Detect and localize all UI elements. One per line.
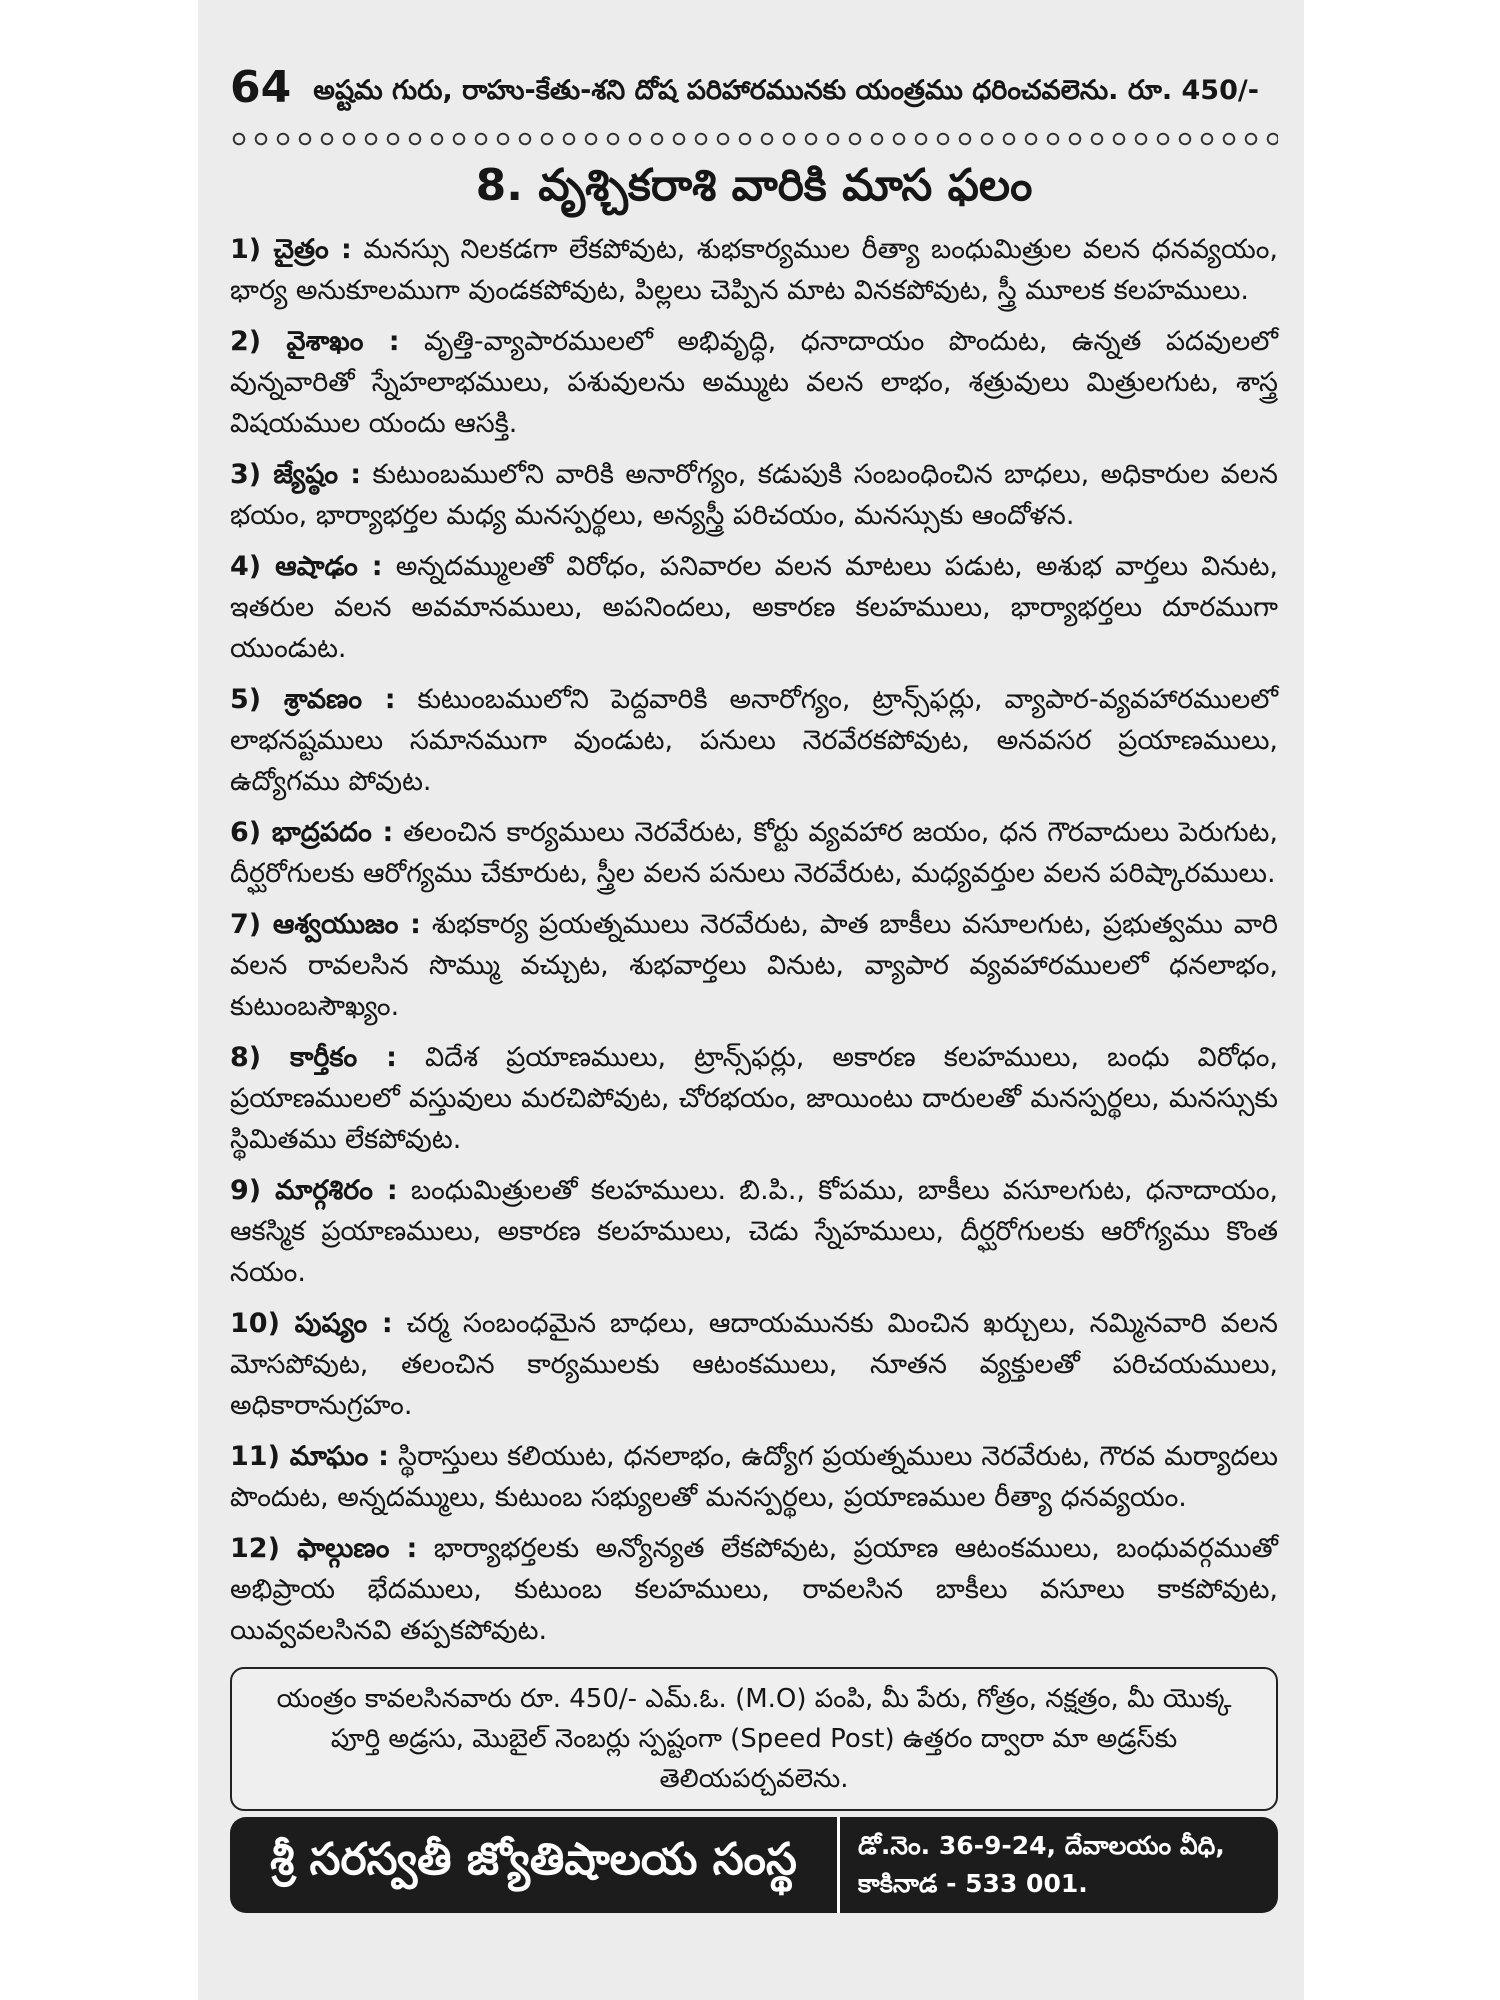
page-number: 64: [230, 62, 292, 113]
publisher-address: [840, 1817, 1278, 1913]
month-text: విదేశ ప్రయాణములు, ట్రాన్స్‌ఫర్లు, అకారణ కలహములు, బంధు విరోధం, ప్రయాణములలో వస్తువులు మరచిపోవుట, చోరభయం, జాయింటు దారులతో మనస్పర్థలు, మనస్సుకు స్థిమితము లేకపోవుట.: [230, 1041, 1278, 1155]
section-title: 8. వృశ్చికరాశి వారికి మాస ఫలం: [475, 160, 1033, 211]
month-entry-ashadham: [230, 546, 1278, 669]
publisher-name: శ్రీ సరస్వతీ జ్యోతిషాలయ సంస్థ: [230, 1817, 840, 1913]
month-entry-phalgunam: [230, 1528, 1278, 1651]
month-label: 6) భాద్రపదం :: [230, 816, 394, 848]
month-text: చర్మ సంబంధమైన బాధలు, ఆదాయమునకు మించిన ఖర్చులు, నమ్మినవారి వలన మోసపోవుట, తలంచిన కార్యములకు ఆటంకములు, నూతన వ్యక్తులతో పరిచయములు, అధికారానుగ్రహం.: [230, 1307, 1278, 1421]
month-text: అన్నదమ్ములతో విరోధం, పనివారల వలన మాటలు పడుట, అశుభ వార్తలు వినుట, ఇతరుల వలన అవమానములు, అపనిందలు, అకారణ కలహములు, భార్యాభర్తలు దూరముగా యుండుట.: [230, 550, 1278, 664]
month-label: 5) శ్రావణం :: [230, 683, 396, 715]
month-label: 9) మార్గశిరం :: [230, 1174, 398, 1206]
month-label: 11) మాఘం :: [230, 1440, 389, 1472]
book-page: [198, 0, 1304, 2000]
publisher-footer: [230, 1817, 1278, 1913]
month-entry-chaitram: [230, 229, 1278, 311]
month-entry-shravanam: [230, 679, 1278, 802]
month-label: 10) పుష్యం :: [230, 1307, 393, 1339]
month-label: 4) ఆషాఢం :: [230, 550, 383, 582]
month-entry-margashiram: [230, 1170, 1278, 1293]
month-text: మనస్సు నిలకడగా లేకపోవుట, శుభకార్యముల రీత్యా బంధుమిత్రుల వలన ధనవ్యయం, భార్య అనుకూలముగా వుండకపోవుట, పిల్లలు చెప్పిన మాట వినకపోవుట, స్త్రీ మూలక కలహములు.: [230, 233, 1278, 306]
month-label: 1) చైత్రం :: [230, 233, 352, 265]
month-label: 8) కార్తీకం :: [230, 1041, 397, 1073]
month-text: కుటుంబములోని పెద్దవారికి అనారోగ్యం, ట్రాన్స్‌ఫర్లు, వ్యాపార-వ్యవహారములలో లాభనష్టములు సమానముగా వుండుట, పనులు నెరవేరకపోవుట, అనవసర ప్రయాణములు, ఉద్యోగము పోవుట.: [230, 683, 1278, 797]
month-text: వృత్తి-వ్యాపారములలో అభివృద్ధి, ధనాదాయం పొందుట, ఉన్నత పదవులలో వున్నవారితో స్నేహలాభములు, పశువులను అమ్ముట వలన లాభం, శత్రువులు మిత్రులగుట, శాస్త్ర విషయముల యందు ఆసక్తి.: [230, 325, 1278, 439]
address-line-2: కాకినాడ - 533 001.: [858, 1868, 1088, 1898]
month-text: బంధుమిత్రులతో కలహములు. బి.పి., కోపము, బాకీలు వసూలగుట, ధనాదాయం, ఆకస్మిక ప్రయాణములు, అకారణ కలహములు, చెడు స్నేహములు, దీర్ఘరోగులకు ఆరోగ్యము కొంత నయం.: [230, 1174, 1278, 1288]
ornamental-divider: [230, 130, 1278, 148]
month-text: భార్యాభర్తలకు అన్యోన్యత లేకపోవుట, ప్రయాణ ఆటంకములు, బంధువర్గముతో అభిప్రాయ భేదములు, కుటుంబ కలహములు, రావలసిన బాకీలు వసూలు కాకపోవుట, యివ్వవలసినవి తప్పకపోవుట.: [230, 1532, 1279, 1646]
page-header: [230, 38, 1278, 113]
month-entry-bhadrapadam: [230, 812, 1278, 894]
month-entry-jyeshtam: [230, 454, 1278, 536]
month-text: శుభకార్య ప్రయత్నములు నెరవేరుట, పాత బాకీలు వసూలగుట, ప్రభుత్వము వారి వలన రావలసిన సొమ్ము వచ్చుట, శుభవార్తలు వినుట, వ్యాపార వ్యవహారములలో ధనలాభం, కుటుంబసౌఖ్యం.: [230, 908, 1278, 1022]
month-entry-magham: [230, 1436, 1278, 1518]
month-text: స్థిరాస్తులు కలియుట, ధనలాభం, ఉద్యోగ ప్రయత్నములు నెరవేరుట, గౌరవ మర్యాదలు పొందుట, అన్నదమ్ములు, కుటుంబ సభ్యులతో మనస్పర్థలు, ప్రయాణముల రీత్యా ధనవ్యయం.: [230, 1440, 1278, 1513]
month-label: 7) ఆశ్వయుజం :: [230, 908, 421, 940]
address-line-1: డో.నెం. 36-9-24, దేవాలయం వీధి,: [858, 1830, 1225, 1860]
month-entry-ashwayujam: [230, 904, 1278, 1027]
month-label: 2) వైశాఖం :: [230, 325, 400, 357]
month-entry-pushyam: [230, 1303, 1278, 1426]
month-label: 12) ఫాల్గుణం :: [230, 1532, 418, 1564]
month-text: తలంచిన కార్యములు నెరవేరుట, కోర్టు వ్యవహార జయం, ధన గౌరవాదులు పెరుగుట, దీర్ఘరోగులకు ఆరోగ్యము చేకూరుట, స్త్రీల వలన పనులు నెరవేరుట, మధ్యవర్తుల వలన పరిష్కారములు.: [230, 816, 1278, 889]
order-notice-box: యంత్రం కావలసినవారు రూ. 450/- ఎమ్.ఓ. (M.O) పంపి, మీ పేరు, గోత్రం, నక్షత్రం, మీ యొక్క పూర్తి అడ్రసు, మొబైల్ నెంబర్లు స్పష్టంగా (Speed Post) ఉత్తరం ద్వారా మా అడ్రస్‌కు తెలియపర్చవలెను.: [230, 1667, 1278, 1811]
month-entry-vaishakham: [230, 321, 1278, 444]
month-text: కుటుంబములోని వారికి అనారోగ్యం, కడుపుకి సంబంధించిన బాధలు, అధికారుల వలన భయం, భార్యాభర్తల మధ్య మనస్పర్థలు, అన్యస్త్రీ పరిచయం, మనస్సుకు ఆందోళన.: [230, 458, 1278, 531]
monthly-predictions-list: [230, 229, 1278, 1651]
running-header: అష్టమ గురు, రాహు-కేతు-శని దోష పరిహారమునకు యంత్రము ధరించవలెను. రూ. 450/-: [313, 75, 1259, 107]
month-label: 3) జ్యేష్ఠం :: [230, 458, 362, 490]
month-entry-karthikam: [230, 1037, 1278, 1160]
